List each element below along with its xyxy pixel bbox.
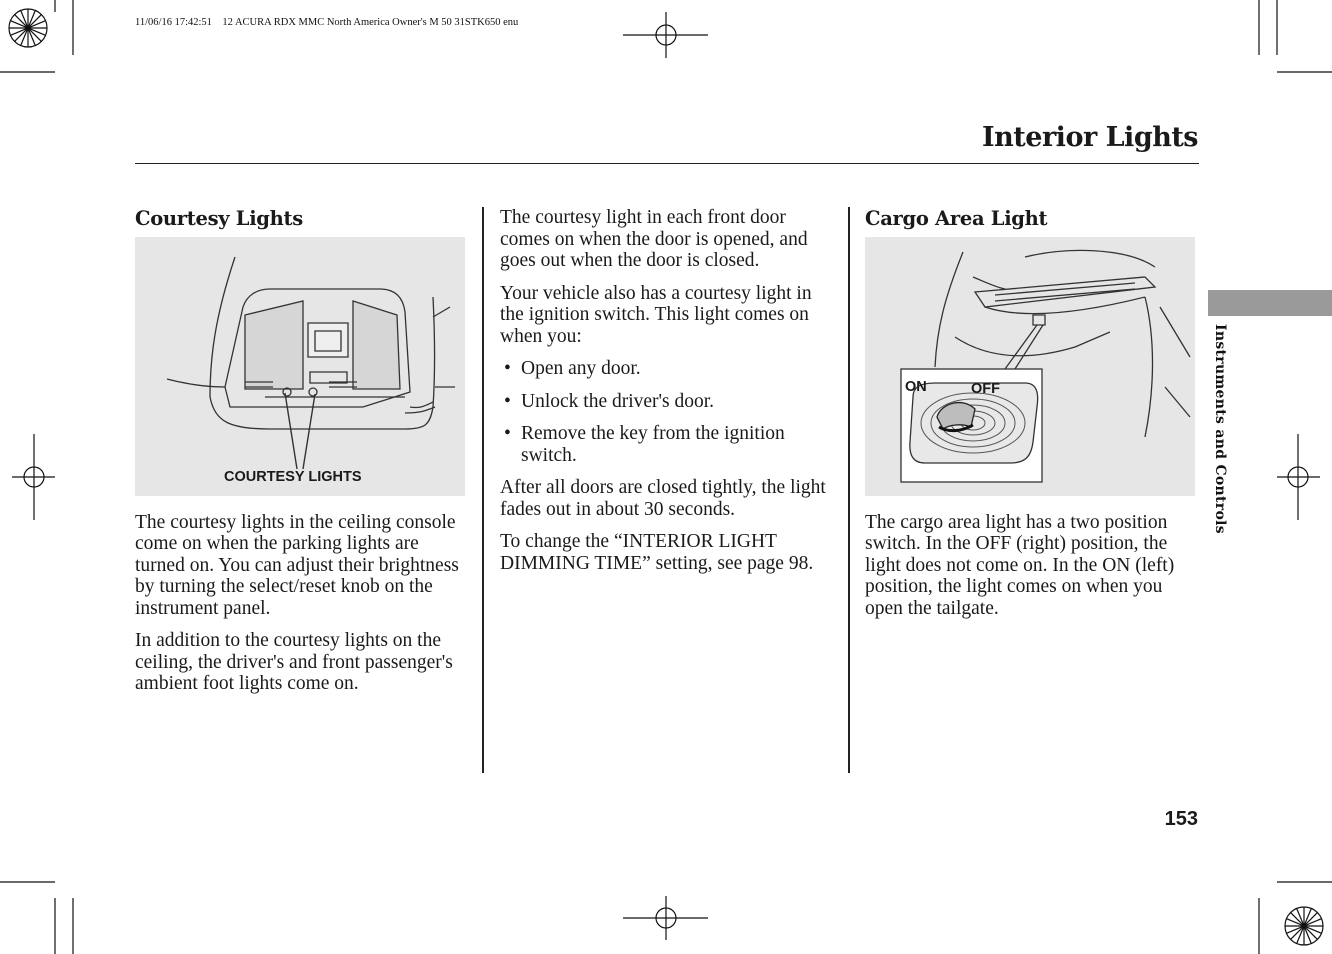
paragraph: To change the “INTERIOR LIGHT DIMMING TIME” setting, see page 98. bbox=[500, 531, 814, 574]
paragraph: Your vehicle also has a courtesy light in the ignition switch. This light comes on when you: bbox=[500, 282, 812, 347]
cargo-switch-illustration bbox=[865, 237, 1195, 496]
section-tab-label: Instruments and Controls bbox=[1212, 324, 1228, 534]
paragraph: After all doors are closed tightly, the light fades out in about 30 seconds. bbox=[500, 477, 826, 520]
column-divider bbox=[482, 207, 484, 773]
page-number: 153 bbox=[1164, 808, 1198, 830]
off-label: OFF bbox=[971, 380, 1000, 397]
page-title: Interior Lights bbox=[982, 122, 1198, 153]
column-divider bbox=[848, 207, 850, 773]
courtesy-lights-callout: COURTESY LIGHTS bbox=[224, 468, 362, 485]
section-tab bbox=[1208, 290, 1332, 316]
paragraph: In addition to the courtesy lights on the ceiling, the driver's and front passenger's ambient foot lights come on. bbox=[135, 630, 453, 694]
on-label: ON bbox=[905, 378, 927, 395]
column-courtesy-lights bbox=[135, 208, 467, 706]
ceiling-console-illustration bbox=[135, 237, 465, 496]
cargo-area-light-heading: Cargo Area Light bbox=[865, 207, 1048, 230]
list-item: • Remove the key from the ignition switch. bbox=[500, 423, 835, 466]
paragraph: The courtesy lights in the ceiling console come on when the parking lights are turned on. You can adjust their brightness by turning the select/reset knob on the instrument panel. bbox=[135, 511, 459, 619]
list-item: • Unlock the driver's door. bbox=[500, 391, 835, 413]
column-cargo-area-light bbox=[865, 208, 1200, 630]
sunburst-icon-top-left bbox=[9, 9, 47, 47]
paragraph: The cargo area light has a two position switch. In the OFF (right) position, the light does not come on. In the ON (left) position, the light comes on when you open the tailgate. bbox=[865, 511, 1175, 619]
cargo-light-figure bbox=[865, 237, 1195, 496]
courtesy-lights-figure bbox=[135, 237, 465, 496]
list-item: • Open any door. bbox=[500, 358, 835, 380]
print-header: 11/06/16 17:42:51 12 ACURA RDX MMC North America Owner's M 50 31STK650 enu bbox=[135, 17, 519, 28]
paragraph: The courtesy light in each front door comes on when the door is opened, and goes out when the door is closed. bbox=[500, 207, 808, 271]
bullet-list bbox=[500, 358, 835, 466]
column-courtesy-continued bbox=[500, 207, 835, 585]
courtesy-lights-heading: Courtesy Lights bbox=[135, 207, 303, 230]
title-rule bbox=[135, 163, 1199, 164]
